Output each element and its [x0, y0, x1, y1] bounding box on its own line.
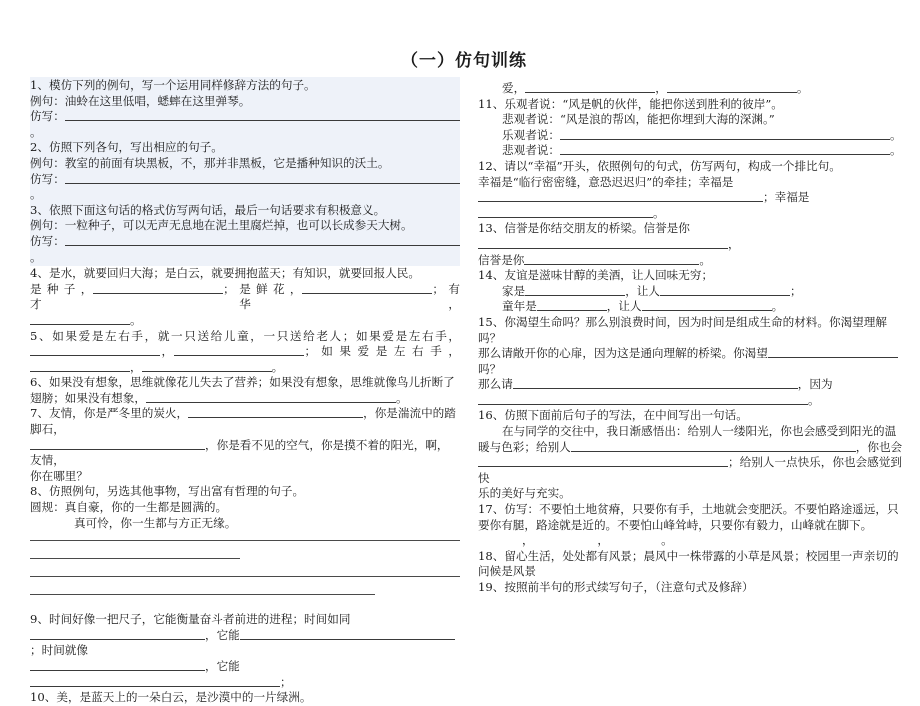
- q15-line-2: [478, 346, 908, 377]
- q16-line-1: 16、仿照下面前后句子的写法，在中间写出一句话。: [478, 408, 748, 423]
- q13-blank-1[interactable]: [478, 237, 728, 249]
- q7-line-2: [30, 438, 460, 469]
- q10-line-1: 10、美，是蓝天上的一朵白云，是沙漠中的一片绿洲。: [30, 690, 312, 705]
- q15-line-3-tail: ，因为: [797, 377, 833, 392]
- answer-rule-2[interactable]: [30, 558, 240, 559]
- q12-line-1: 12、请以“幸福”开头，依照例句的句式，仿写两句，构成一个排比句。: [478, 158, 841, 173]
- q8-line-3: 真可怜，你一生都与方正无缘。: [74, 515, 237, 530]
- q11-line-1: 11、乐观者说：“风是帆的伙伴，能把你送到胜利的彼岸”。: [478, 96, 783, 111]
- q14-line-1: 14、友谊是滋味甘醇的美酒，让人回味无穷；: [478, 268, 714, 283]
- q15-line-3: [478, 377, 908, 393]
- q1-line-3: [30, 109, 460, 140]
- answer-rules-block: [30, 540, 460, 595]
- answer-rule-1[interactable]: [30, 540, 460, 541]
- q7-blank-1[interactable]: [188, 406, 363, 418]
- q4-line-3: [30, 313, 460, 329]
- q5-line-1: 5、如果爱是左右手，就一只送给儿童，一只送给老人；如果爱是左右手，: [30, 328, 460, 343]
- q9-blank-1[interactable]: [30, 628, 205, 640]
- q5-seg-a: ，: [160, 344, 175, 359]
- q1-period: 。: [30, 124, 42, 139]
- q14-blank-3[interactable]: [537, 299, 607, 311]
- q1-answer-blank[interactable]: [65, 109, 460, 121]
- question-11: [478, 97, 908, 159]
- q13-line-1-tail: ，: [728, 236, 740, 251]
- q9-blank-3[interactable]: [30, 659, 205, 671]
- q7-line-3: 你在哪里？: [30, 468, 88, 483]
- q9-line-1: 9、时间好像一把尺子，它能衡量奋斗者前进的进程；时间如同: [30, 612, 351, 627]
- q12-line-4: [478, 206, 908, 222]
- q11-line-4: [478, 143, 908, 159]
- q16-line-3: [478, 440, 908, 456]
- question-7: [30, 406, 460, 484]
- q14-sub-b-end: 。: [771, 299, 784, 314]
- q6-prefix: 翅膀；如果没有想象，: [30, 390, 146, 405]
- q16-line-4: [478, 455, 908, 486]
- question-3: [30, 203, 460, 265]
- q9-seg-1: ，它能: [205, 627, 240, 642]
- q2-line-3: [30, 172, 460, 203]
- q16-line-4-tail: ；给别人一点快乐，你也会感觉到快: [478, 455, 902, 485]
- q6-blank-1[interactable]: [146, 391, 396, 403]
- right-column: [478, 77, 908, 596]
- highlighted-block: [30, 77, 460, 266]
- q14-line-3: [478, 299, 908, 315]
- q7-line-1-tail: ，你是湍流中的踏脚石，: [30, 406, 456, 437]
- q5-seg-b: ； 如 果 爱 是 左 右 手 ，: [304, 344, 460, 359]
- q14-line-2: [478, 284, 908, 300]
- q3-line-3: [30, 234, 460, 265]
- q2-period: 。: [30, 187, 42, 202]
- q9-seg-2: ，它能: [205, 659, 240, 673]
- q5-seg-c: ，: [130, 359, 142, 374]
- q17-line-3[interactable]: ， ， 。: [522, 533, 673, 548]
- question-10: [30, 690, 460, 706]
- left-column: [30, 77, 464, 706]
- q11-pessimist-label: 悲观者说：: [502, 143, 560, 158]
- question-16: [478, 408, 908, 502]
- q11-pessimist-blank[interactable]: [560, 143, 890, 155]
- q16-line-5: 乐的美好与充实。: [478, 486, 571, 501]
- q6-line-2: [30, 391, 460, 407]
- question-18: [478, 549, 908, 580]
- q9-blank-4[interactable]: [30, 675, 280, 687]
- q7-prefix: 7、友情，你是严冬里的炭火，: [30, 406, 189, 421]
- q9-seg-1-tail: ；时间就像: [30, 643, 88, 658]
- q10-cont-blank-1[interactable]: [525, 81, 655, 93]
- q13-line-1: [478, 221, 908, 252]
- question-1: [30, 78, 460, 140]
- q10-cont-prefix: 爱，: [502, 81, 526, 95]
- question-2: [30, 140, 460, 202]
- q10-cont-line: [478, 81, 908, 97]
- q15-line-3-prefix: 那么请: [478, 377, 513, 392]
- q3-line-1: 3、依照下面这句话的格式仿写两句话，最后一句话要求有积极意义。: [30, 202, 386, 217]
- q11-optimist-label: 乐观者说：: [502, 127, 560, 142]
- q15-line-1: 15、你渴望生命吗？那么别浪费时间，因为时间是组成生命的材料。你渴望理解吗？: [478, 314, 887, 345]
- question-4: [30, 266, 464, 328]
- q14-sub-a2: ，让人: [625, 283, 660, 298]
- q12-blank-2[interactable]: [478, 206, 653, 218]
- q4-blank-3[interactable]: [30, 313, 130, 325]
- answer-rule-4[interactable]: [30, 594, 375, 595]
- q15-period: 。: [808, 392, 820, 407]
- question-10-continued: [478, 81, 908, 97]
- question-12: [478, 159, 908, 221]
- q5-blank-4[interactable]: [142, 360, 272, 372]
- q10-cont-blank-2[interactable]: [667, 81, 797, 93]
- q15-line-4: [478, 393, 908, 409]
- q16-blank-2[interactable]: [478, 455, 728, 467]
- q8-line-2: 圆规：真自豪，你的一生都是圆满的。: [30, 500, 228, 515]
- q9-line-3: [30, 659, 460, 690]
- q4-blank-2[interactable]: [302, 282, 432, 294]
- q14-blank-1[interactable]: [525, 284, 625, 296]
- q11-line-2: 悲观者说：“风是浪的帮凶，能把你埋到大海的深渊。”: [502, 112, 775, 127]
- q17-line-2: 要你有腿，路途就是近的。不要怕山峰耸峙，只要你有毅力，山峰就在脚下。: [478, 517, 873, 532]
- q10-cont-period: 。: [796, 81, 809, 95]
- q7-blank-2[interactable]: [30, 438, 205, 450]
- q13-period: 。: [699, 252, 711, 267]
- q16-line-3-tail: ，你也会: [855, 439, 903, 454]
- q14-sub-b2: ，让人: [606, 299, 642, 314]
- q13-line-2: [478, 253, 908, 269]
- q11-optimist-blank[interactable]: [560, 128, 890, 140]
- q11-period-2: 。: [889, 143, 902, 158]
- q9-line-2: [30, 628, 460, 659]
- q15-blank-1[interactable]: [768, 346, 898, 358]
- q1-line-1: 1、模仿下列的例句，写一个运用同样修辞方法的句子。: [30, 78, 316, 92]
- q13-prefix: 13、信誉是你结交朋友的桥梁。信誉是你: [478, 221, 690, 236]
- q14-home-label: 家是: [502, 283, 526, 298]
- q9-seg-2-tail: ；: [280, 674, 292, 689]
- q15-blank-2[interactable]: [513, 377, 798, 389]
- question-5: [30, 329, 460, 376]
- q19-line-1: 19、按照前半句的形式续写句子，（注意句式及修辞）: [478, 580, 754, 594]
- question-13: [478, 221, 908, 268]
- q14-childhood-label: 童年是: [502, 299, 537, 314]
- q14-blank-2[interactable]: [660, 284, 790, 296]
- q1-line-2: 例句：油蛉在这里低唱，蟋蟀在这里弹琴。: [30, 93, 251, 108]
- q4-seg-a: 是 种 子 ，: [30, 281, 94, 296]
- question-8: [30, 484, 460, 531]
- q11-line-3: [478, 128, 908, 144]
- q16-blank-1[interactable]: [571, 440, 856, 452]
- q2-line-1: 2、仿照下列各句，写出相应的句子。: [30, 140, 223, 155]
- q4-period: 。: [130, 312, 142, 327]
- question-19: [478, 580, 908, 596]
- q2-answer-blank[interactable]: [65, 172, 460, 184]
- q5-period: 。: [271, 359, 284, 374]
- q3-line-2: 例句：一粒种子，可以无声无息地在泥土里腐烂掉，也可以长成参天大树。: [30, 218, 413, 233]
- q16-line-3-prefix: 暖与色彩；给别人: [478, 439, 571, 454]
- q4-seg-c: ； 有 才 华 ，: [30, 281, 464, 312]
- q7-line-2-tail: ，你是看不见的空气，你是摸不着的阳光，啊，友情，: [30, 437, 449, 468]
- q12-line-2: 幸福是“临行密密缝，意恐迟迟归”的牵挂；幸福是: [478, 174, 734, 189]
- q5-blank-2[interactable]: [174, 344, 304, 356]
- q13-line-2-prefix: 信誉是你: [478, 252, 525, 267]
- q6-period: 。: [395, 390, 408, 405]
- q7-line-1: [30, 406, 460, 437]
- q15-blank-3[interactable]: [478, 393, 808, 405]
- question-9: [30, 612, 460, 690]
- q12-period: 。: [653, 205, 665, 220]
- q12-line-3: [478, 190, 908, 206]
- q14-sub-a-end: ；: [790, 283, 802, 298]
- q16-line-2: 在与同学的交往中，我日渐感悟出：给别人一缕阳光，你也会感受到阳光的温: [502, 424, 897, 439]
- q15-seg-tail: 吗？: [478, 361, 502, 376]
- q5-blank-3[interactable]: [30, 360, 130, 372]
- q17-line-1: 17、仿写：不要怕土地贫瘠，只要你有手，土地就会变肥沃。不要怕路途遥远，只: [478, 502, 899, 517]
- q3-period: 。: [30, 249, 42, 264]
- q18-line-2: 问候是风景: [478, 564, 536, 579]
- q2-answer-label: 仿写：: [30, 171, 65, 186]
- q3-answer-blank[interactable]: [65, 234, 460, 246]
- q4-line-1: 4、是水，就要回归大海；是白云，就要拥抱蓝天；有知识，就要回报人民。: [30, 266, 420, 281]
- q6-line-1: 6、如果没有想象，思维就像花儿失去了营养；如果没有想象，思维就像鸟儿折断了: [30, 375, 455, 390]
- q8-line-1: 8、仿照例句，另选其他事物，写出富有哲理的句子。: [30, 484, 305, 499]
- q3-answer-label: 仿写：: [30, 233, 65, 248]
- question-6: [30, 375, 460, 406]
- question-14: [478, 268, 908, 315]
- q11-period-1: 。: [889, 127, 902, 142]
- q5-line-2: [30, 344, 460, 360]
- q13-blank-2[interactable]: [524, 253, 699, 265]
- q2-line-2: 例句：教室的前面有块黑板，不，那并非黑板，它是播种知识的沃土。: [30, 155, 390, 170]
- q14-blank-4[interactable]: [642, 299, 772, 311]
- q15-line-2-prefix: 那么请敞开你的心扉，因为这是通向理解的桥梁。你渴望: [478, 346, 768, 361]
- two-column-layout: [30, 77, 903, 706]
- q12-blank-1[interactable]: [478, 190, 763, 202]
- page-title: （一）仿句训练: [401, 51, 527, 71]
- q5-blank-1[interactable]: [30, 344, 160, 356]
- q4-line-2: [30, 281, 464, 313]
- q4-blank-1[interactable]: [93, 282, 223, 294]
- q10-cont-mid: ，: [655, 81, 667, 95]
- q1-answer-label: 仿写：: [30, 109, 65, 124]
- q12-seg-tail: ；幸福是: [763, 190, 810, 205]
- question-15: [478, 315, 908, 409]
- q9-blank-2[interactable]: [240, 628, 455, 640]
- q18-line-1: 18、留心生活，处处都有风景；晨风中一株带露的小草是风景；校园里一声亲切的: [478, 548, 899, 563]
- q5-line-3: [30, 360, 460, 376]
- question-17: [478, 502, 908, 549]
- answer-rule-3[interactable]: [30, 576, 460, 577]
- q4-seg-b: ； 是 鲜 花 ，: [223, 281, 303, 296]
